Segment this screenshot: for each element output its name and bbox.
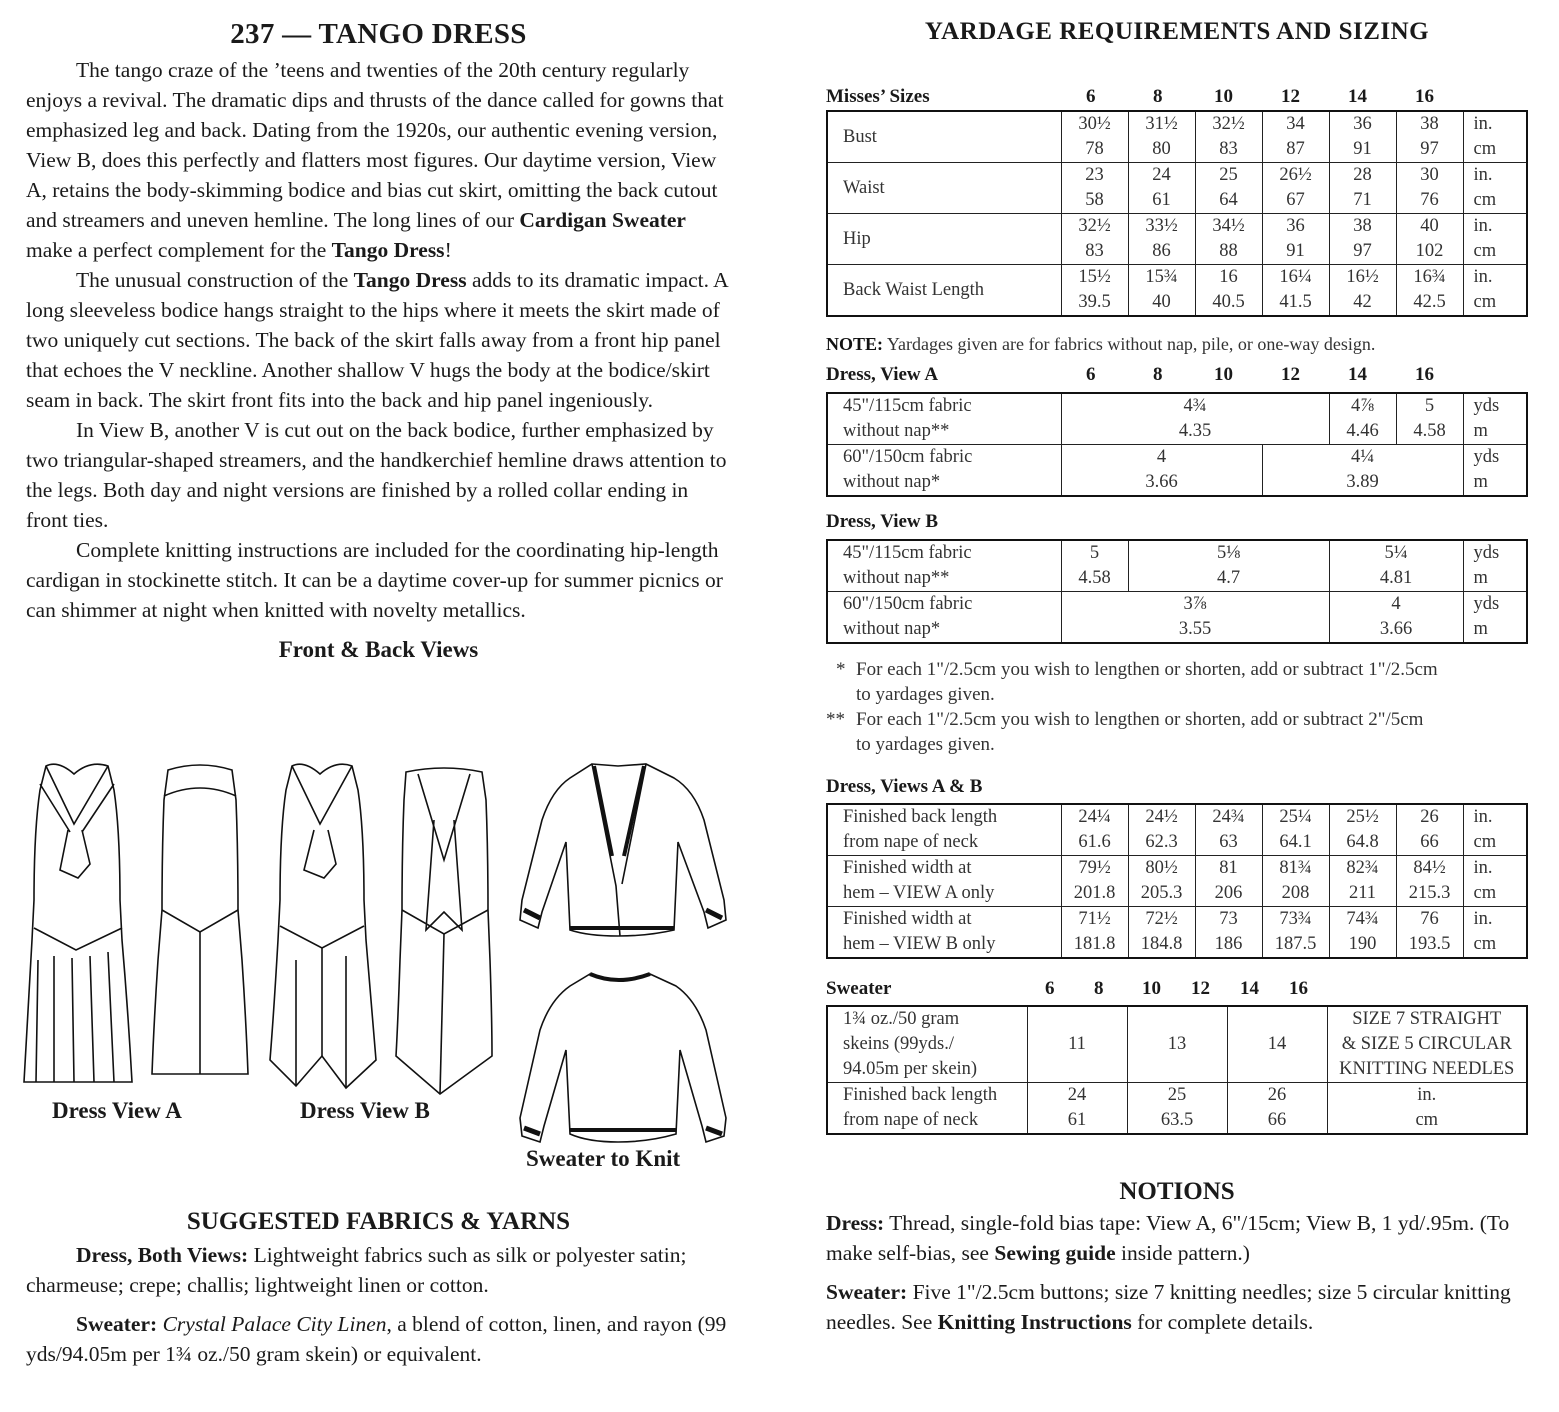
- pattern-title: 237 — TANGO DRESS: [230, 18, 527, 50]
- row-label: Finished back length from nape of neck: [827, 804, 1061, 856]
- views-heading: Front & Back Views: [278, 637, 479, 662]
- fabrics-paragraph: Sweater: Crystal Palace City Linen, a blend of cotton, linen, and rayon (99 yds/94.05m per 1¾ oz./50 gram skein) or equivalent.: [26, 1312, 727, 1366]
- size-label: 16: [1415, 86, 1434, 107]
- size-label: 6: [1086, 364, 1096, 385]
- misses-sizes-header: [826, 86, 1528, 110]
- dress-view-b-back-illustration: [394, 760, 494, 1100]
- description-text: [26, 55, 731, 625]
- table-cell: 82¾ 211: [1329, 856, 1396, 907]
- size-label: 12: [1191, 978, 1210, 999]
- view-b-label: Dress, View B: [826, 511, 939, 532]
- table-cell: 34½ 88: [1195, 214, 1262, 265]
- footnote-double-star: ** For each 1"/2.5cm you wish to lengthen or shorten, add or subtract 2"/5cm to yardages given.: [826, 709, 1424, 755]
- table-cell: 36 91: [1262, 214, 1329, 265]
- caption-sweater: Sweater to Knit: [526, 1146, 681, 1171]
- table-cell: 73 186: [1195, 907, 1262, 959]
- table-row: [827, 804, 1527, 856]
- size-label: 16: [1415, 364, 1434, 385]
- description-paragraph: Complete knitting instructions are included for the coordinating hip-length cardigan in stockinette stitch. It can be a daytime cover-up for summer picnics or can shimmer at night when knitted with novelty metallics.: [26, 538, 723, 622]
- table-cell: 23 58: [1061, 163, 1128, 214]
- table-cell: 16¼ 41.5: [1262, 265, 1329, 317]
- table-row: 45"/115cm fabric without nap** 4¾ 4.35 4⅞ 4.46 5 4.58 yds m: [827, 393, 1527, 445]
- size-label: 6: [1045, 978, 1055, 999]
- size-label: 12: [1281, 364, 1300, 385]
- size-label: 10: [1142, 978, 1161, 999]
- dress-view-a-front-illustration: [18, 760, 136, 1090]
- table-row: [827, 111, 1527, 163]
- table-cell: 31½ 80: [1128, 111, 1195, 163]
- table-cell: 24¼ 61.6: [1061, 804, 1128, 856]
- description-paragraph: In View B, another V is cut out on the back bodice, further emphasized by two triangular-shaped streamers, and the handkerchief hemline draws attention to the legs. Both day and night versions are finished by a rolled collar ending in front ties.: [26, 418, 727, 532]
- table-cell: 25¼ 64.1: [1262, 804, 1329, 856]
- caption-dress-view-b: Dress View B: [300, 1098, 430, 1123]
- table-cell: 81¾ 208: [1262, 856, 1329, 907]
- description-paragraph: The unusual construction of the Tango Dress adds to its dramatic impact. A long sleeveless bodice hangs straight to the hips where it meets the skirt made of two uniquely cut sections. The back of the skirt falls away from a front hip panel that echoes the V neckline. Another shallow V hugs the body at the bodice/skirt seam in back. The skirt front fits into the back and hip panel ingeniously.: [26, 268, 728, 412]
- table-cell: 76 193.5: [1396, 907, 1463, 959]
- table-cell: 79½ 201.8: [1061, 856, 1128, 907]
- view-b-header: [826, 511, 1528, 535]
- sweater-yarn-table: [826, 1005, 1528, 1135]
- unit-cell: in. cm: [1463, 214, 1527, 265]
- table-row: [827, 856, 1527, 907]
- fabrics-heading: SUGGESTED FABRICS & YARNS: [186, 1208, 571, 1235]
- unit-cell: in. cm: [1463, 907, 1527, 959]
- description-paragraph: The tango craze of the ’teens and twenties of the 20th century regularly enjoys a revival. The dramatic dips and thrusts of the dance called for gowns that emphasized leg and back. Dating from the 1920s, our authentic evening version, View B, does this perfectly and flatters most figures. Our daytime version, View A, retains the body-skimming bodice and bias cut skirt, omitting the back cutout and streamers and uneven hemline. The long lines of our Cardigan Sweater make a perfect complement for the Tango Dress!: [26, 58, 724, 262]
- views-ab-label: Dress, Views A & B: [826, 776, 983, 797]
- yardage-note: NOTE: Yardages given are for fabrics without nap, pile, or one-way design.: [826, 334, 1376, 354]
- table-cell: 80½ 205.3: [1128, 856, 1195, 907]
- table-cell: 40 102: [1396, 214, 1463, 265]
- row-label: Finished width at hem – VIEW B only: [827, 907, 1061, 959]
- description-column: [26, 18, 731, 663]
- misses-sizes-label: Misses’ Sizes: [826, 86, 930, 107]
- finished-measurements-table: [826, 803, 1528, 959]
- size-label: 6: [1086, 86, 1096, 107]
- size-label: 14: [1240, 978, 1259, 999]
- table-cell: 26½ 67: [1262, 163, 1329, 214]
- table-row: [827, 214, 1527, 265]
- table-cell: 15¾ 40: [1128, 265, 1195, 317]
- table-cell: 24¾ 63: [1195, 804, 1262, 856]
- notions-heading: NOTIONS: [1119, 1178, 1235, 1205]
- unit-cell: in. cm: [1463, 265, 1527, 317]
- sweater-header: [826, 978, 1528, 1002]
- table-cell: 34 87: [1262, 111, 1329, 163]
- row-label: Hip: [827, 214, 1061, 265]
- garment-illustrations: [14, 752, 744, 1182]
- yardage-title: YARDAGE REQUIREMENTS AND SIZING: [924, 18, 1430, 45]
- table-cell: 15½ 39.5: [1061, 265, 1128, 317]
- table-row: Finished back length from nape of neck 24 61 25 63.5 26 66 in. cm: [827, 1083, 1527, 1135]
- table-cell: 16½ 42: [1329, 265, 1396, 317]
- size-label: 14: [1348, 364, 1367, 385]
- table-cell: 38 97: [1329, 214, 1396, 265]
- sweater-label: Sweater: [826, 978, 892, 999]
- table-cell: 32½ 83: [1195, 111, 1262, 163]
- fabrics-paragraph: Dress, Both Views: Lightweight fabrics such as silk or polyester satin; charmeuse; crepe; challis; lightweight linen or cotton.: [26, 1243, 687, 1297]
- table-cell: 25 64: [1195, 163, 1262, 214]
- table-cell: 72½ 184.8: [1128, 907, 1195, 959]
- table-cell: 16¾ 42.5: [1396, 265, 1463, 317]
- table-cell: 71½ 181.8: [1061, 907, 1128, 959]
- size-label: 10: [1214, 364, 1233, 385]
- table-row: 45"/115cm fabric without nap** 5 4.58 5⅛ 4.7 5¼ 4.81 yds m: [827, 540, 1527, 592]
- table-cell: 30½ 78: [1061, 111, 1128, 163]
- table-cell: 24½ 62.3: [1128, 804, 1195, 856]
- table-cell: 28 71: [1329, 163, 1396, 214]
- misses-sizes-table: [826, 110, 1528, 317]
- size-label: 8: [1094, 978, 1104, 999]
- table-cell: 81 206: [1195, 856, 1262, 907]
- unit-cell: in. cm: [1463, 804, 1527, 856]
- notions-paragraph: Dress: Thread, single-fold bias tape: View A, 6"/15cm; View B, 1 yd/.95m. (To make self-bias, see Sewing guide inside pattern.): [826, 1211, 1510, 1265]
- table-cell: 26 66: [1396, 804, 1463, 856]
- table-cell: 36 91: [1329, 111, 1396, 163]
- view-a-yardage-table: [826, 392, 1528, 497]
- table-cell: 30 76: [1396, 163, 1463, 214]
- size-label: 8: [1153, 364, 1163, 385]
- views-ab-header: [826, 776, 1528, 800]
- table-cell: 24 61: [1128, 163, 1195, 214]
- row-label: Bust: [827, 111, 1061, 163]
- table-cell: 84½ 215.3: [1396, 856, 1463, 907]
- row-label: Waist: [827, 163, 1061, 214]
- table-cell: 33½ 86: [1128, 214, 1195, 265]
- dress-view-b-front-illustration: [266, 760, 378, 1090]
- dress-view-a-back-illustration: [150, 760, 250, 1080]
- table-cell: 74¾ 190: [1329, 907, 1396, 959]
- unit-cell: in. cm: [1463, 856, 1527, 907]
- fabrics-text: [26, 1240, 741, 1378]
- notions-text: [826, 1208, 1528, 1346]
- table-row: 60"/150cm fabric without nap* 3⅞ 3.55 4 3.66 yds m: [827, 592, 1527, 644]
- table-row: [827, 163, 1527, 214]
- view-a-label: Dress, View A: [826, 364, 939, 385]
- view-a-header: [826, 364, 1528, 388]
- size-label: 10: [1214, 86, 1233, 107]
- footnote-single-star: * For each 1"/2.5cm you wish to lengthen or shorten, add or subtract 1"/2.5cm to yardages given.: [836, 659, 1438, 705]
- size-label: 14: [1348, 86, 1367, 107]
- size-label: 12: [1281, 86, 1300, 107]
- cardigan-back-illustration: [508, 970, 736, 1150]
- table-row: 1¾ oz./50 gram skeins (99yds./ 94.05m per skein) 11 13 14 SIZE 7 STRAIGHT & SIZE 5 CIRCULAR KNITTING NEEDLES: [827, 1006, 1527, 1083]
- table-row: [827, 265, 1527, 317]
- unit-cell: in. cm: [1463, 111, 1527, 163]
- table-cell: 32½ 83: [1061, 214, 1128, 265]
- size-label: 8: [1153, 86, 1163, 107]
- caption-dress-view-a: Dress View A: [52, 1098, 182, 1123]
- sizing-column: [826, 0, 1528, 1412]
- table-cell: 73¾ 187.5: [1262, 907, 1329, 959]
- table-row: [827, 907, 1527, 959]
- size-label: 16: [1289, 978, 1308, 999]
- row-label: Finished width at hem – VIEW A only: [827, 856, 1061, 907]
- row-label: Back Waist Length: [827, 265, 1061, 317]
- table-row: 60"/150cm fabric without nap* 4 3.66 4¼ 3.89 yds m: [827, 445, 1527, 497]
- table-cell: 16 40.5: [1195, 265, 1262, 317]
- cardigan-front-illustration: [508, 760, 736, 960]
- view-b-yardage-table: [826, 539, 1528, 644]
- notions-paragraph: Sweater: Five 1"/2.5cm buttons; size 7 knitting needles; size 5 circular knitting needles. See Knitting Instructions for complete details.: [826, 1280, 1511, 1334]
- table-cell: 25½ 64.8: [1329, 804, 1396, 856]
- table-cell: 38 97: [1396, 111, 1463, 163]
- unit-cell: in. cm: [1463, 163, 1527, 214]
